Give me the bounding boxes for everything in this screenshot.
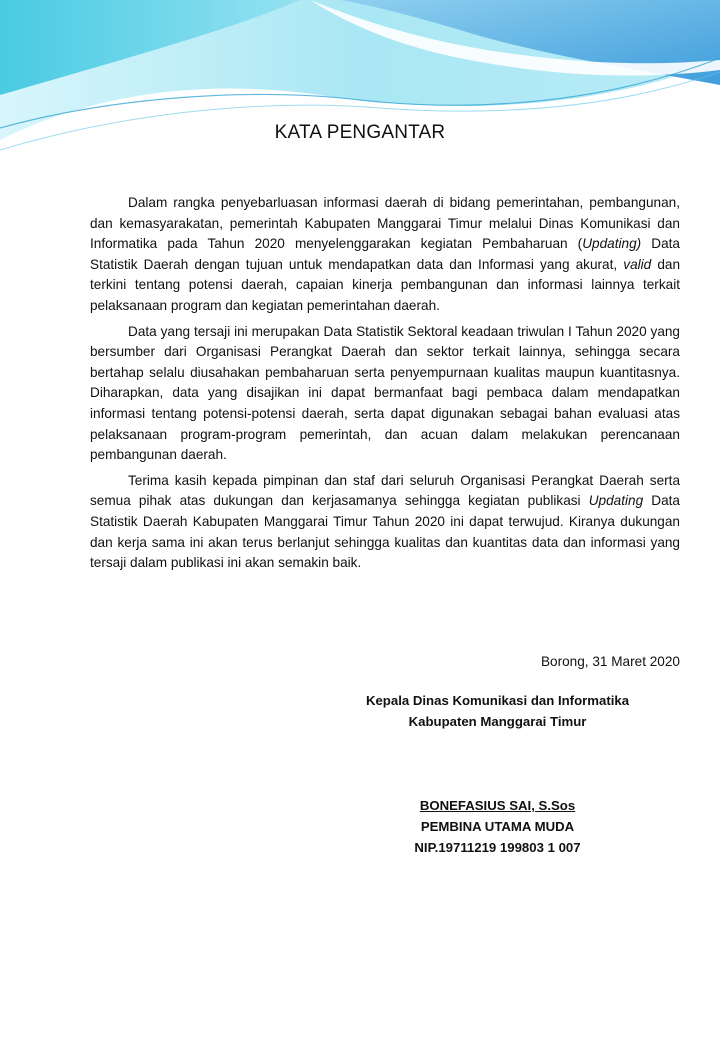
signatory-position	[335, 690, 660, 732]
body-text	[90, 193, 680, 579]
place-date: Borong, 31 Maret 2020	[540, 654, 680, 669]
paragraph-3	[90, 471, 680, 574]
position-line-1: Kepala Dinas Komunikasi dan Informatika	[365, 693, 630, 708]
paragraph-3-part-b: Data Statistik Daerah Kabupaten Manggarai Timur Tahun 2020 ini dapat terwujud. Kiranya dukungan dan kerja sama ini akan terus berlanjut sehingga kualitas dan kuantitas data dan informasi yang tersaji dalam publikasi ini akan semakin baik.	[90, 493, 680, 571]
paragraph-1-part-c: dan terkini tentang potensi daerah, capaian kinerja pembangunan dan informasi lainnya terkait pelaksanaan program dan kegiatan pemerintahan daerah.	[90, 256, 681, 313]
signatory-rank: PEMBINA UTAMA MUDA	[420, 819, 575, 834]
emphasis-updating-2: Updating	[588, 493, 644, 509]
signatory-name: BONEFASIUS SAI, S.Sos	[419, 798, 576, 813]
emphasis-updating: Updating)	[582, 236, 642, 252]
paragraph-1-part-a: Dalam rangka penyebarluasan informasi daerah di bidang pemerintahan, pembangunan, dan kemasyarakatan, pemerintah Kabupaten Manggarai Timur melalui Dinas Komunikasi dan Informatika pada Tahun 2020 menyelenggarakan kegiatan Pembaharuan (	[90, 195, 680, 252]
signatory-identity	[335, 795, 660, 858]
signatory-nip: NIP.19711219 199803 1 007	[414, 840, 581, 855]
paragraph-1	[90, 193, 680, 317]
header-wave-decoration	[0, 0, 720, 170]
page-title: KATA PENGANTAR	[274, 122, 446, 143]
position-line-2: Kabupaten Manggarai Timur	[408, 714, 587, 729]
paragraph-2: Data yang tersaji ini merupakan Data Statistik Sektoral keadaan triwulan I Tahun 2020 yang bersumber dari Organisasi Perangkat Daerah dan sektor terkait lainnya, sehingga secara bertahap selalu diusahakan pembaharuan serta penyempurnaan kualitas maupun kuantitasnya. Diharapkan, data yang disajikan ini dapat bermanfaat bagi pembaca dalam mendapatkan informasi tentang potensi-potensi daerah, serta dapat digunakan sebagai bahan evaluasi atas pelaksanaan program-program pemerintah, dan acuan dalam melakukan perencanaan pembangunan daerah.	[90, 323, 680, 463]
paragraph-1-part-b: Data Statistik Daerah dengan tujuan untuk mendapatkan data dan Informasi yang akurat,	[90, 236, 680, 272]
emphasis-valid: valid	[623, 256, 652, 272]
paragraph-3-part-a: Terima kasih kepada pimpinan dan staf dari seluruh Organisasi Perangkat Daerah serta semua pihak atas dukungan dan kerjasamanya sehingga kegiatan publikasi	[90, 472, 680, 509]
